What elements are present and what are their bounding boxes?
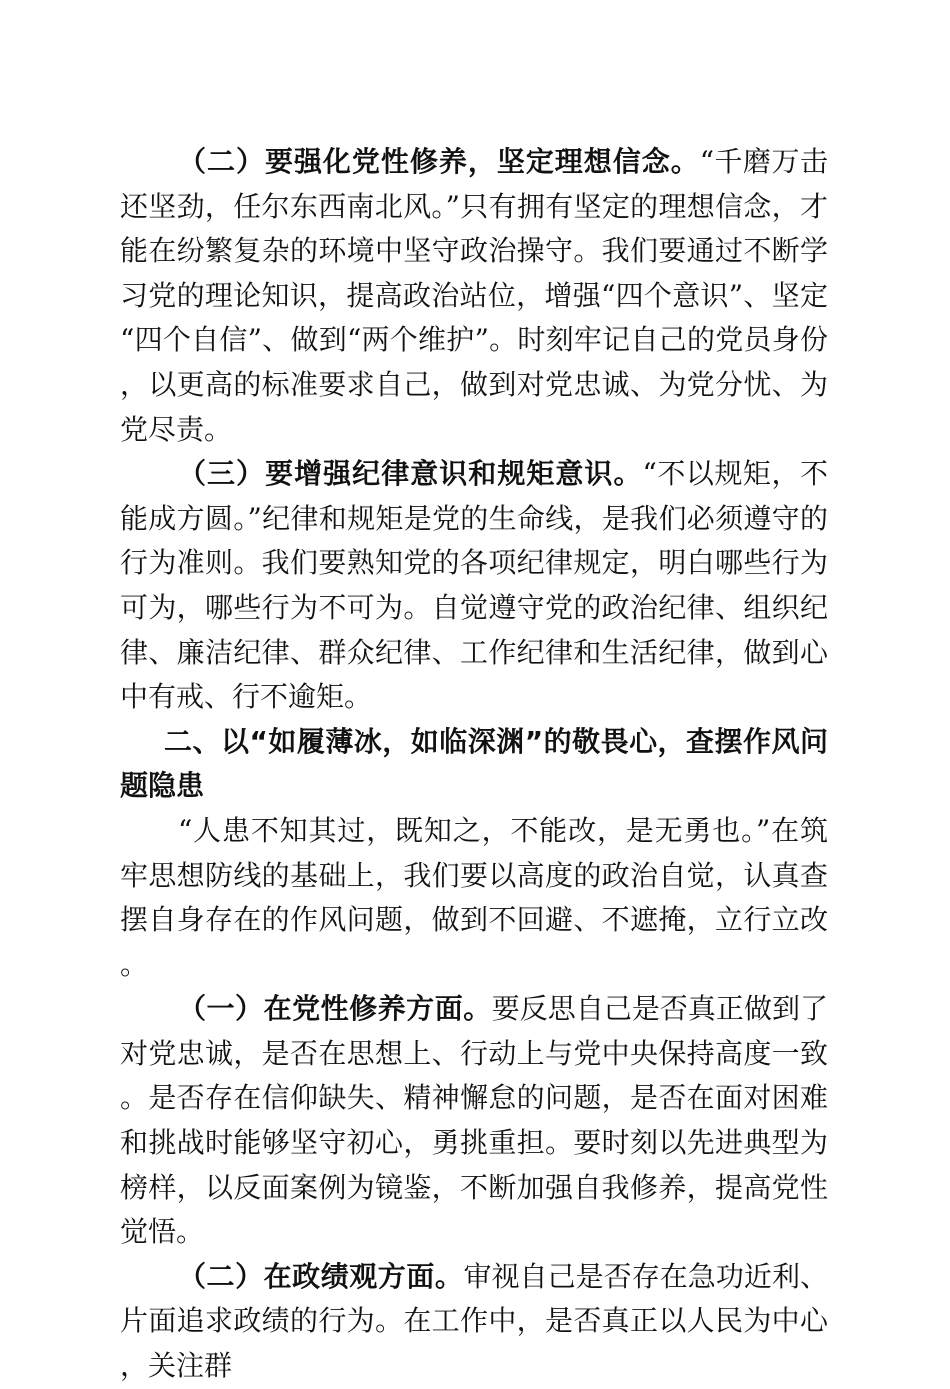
paragraph-text: 审视自己是否存在急功近利、片面追求政绩的行为。在工作中，是否真正以人民为中心，关注群 <box>120 1259 828 1383</box>
paragraph-lead: （三）要增强纪律意识和规矩意识。 <box>178 457 643 491</box>
paragraph-discipline-awareness <box>120 452 828 720</box>
paragraph-party-cultivation <box>120 987 828 1255</box>
paragraph-strengthen-party-spirit <box>120 140 828 452</box>
paragraph-text: 要反思自己是否真正做到了对党忠诚，是否在思想上、行动上与党中央保持高度一致。是否存在信仰缺失、精神懈怠的问题，是否在面对困难和挑战时能够坚守初心，勇挑重担。要时刻以先进典型为榜样，以反面案例为镜鉴，不断加强自我修养，提高党性觉悟。 <box>120 992 828 1249</box>
section-heading: 二、以“如履薄冰，如临深渊”的敬畏心，查摆作风问题隐患 <box>120 724 828 803</box>
paragraph-intro: “人患不知其过，既知之，不能改，是无勇也。”在筑牢思想防线的基础上，我们要以高度的政治自觉，认真查摆自身存在的作风问题，做到不回避、不遮掩，立行立改。 <box>120 813 828 981</box>
paragraph-text: “不以规矩，不能成方圆。”纪律和规矩是党的生命线，是我们必须遵守的行为准则。我们要熟知党的各项纪律规定，明白哪些行为可为，哪些行为不可为。自觉遵守党的政治纪律、组织纪律、廉洁纪律、群众纪律、工作纪律和生活纪律，做到心中有戒、行不逾矩。 <box>120 457 828 714</box>
paragraph-text: “千磨万击还坚劲，任尔东西南北风。”只有拥有坚定的理想信念，才能在纷繁复杂的环境中坚守政治操守。我们要通过不断学习党的理论知识，提高政治站位，增强“四个意识”、坚定“四个自信”、做到“两个维护”。时刻牢记自己的党员身份，以更高的标准要求自己，做到对党忠诚、为党分忧、为党尽责。 <box>120 145 828 446</box>
paragraph-lead: （二）在政绩观方面。 <box>178 1259 464 1293</box>
paragraph-lead: （一）在党性修养方面。 <box>178 992 492 1026</box>
paragraph-lead: （二）要强化党性修养，坚定理想信念。 <box>178 145 700 178</box>
document-body <box>120 140 828 1389</box>
paragraph-performance-view <box>120 1255 828 1389</box>
